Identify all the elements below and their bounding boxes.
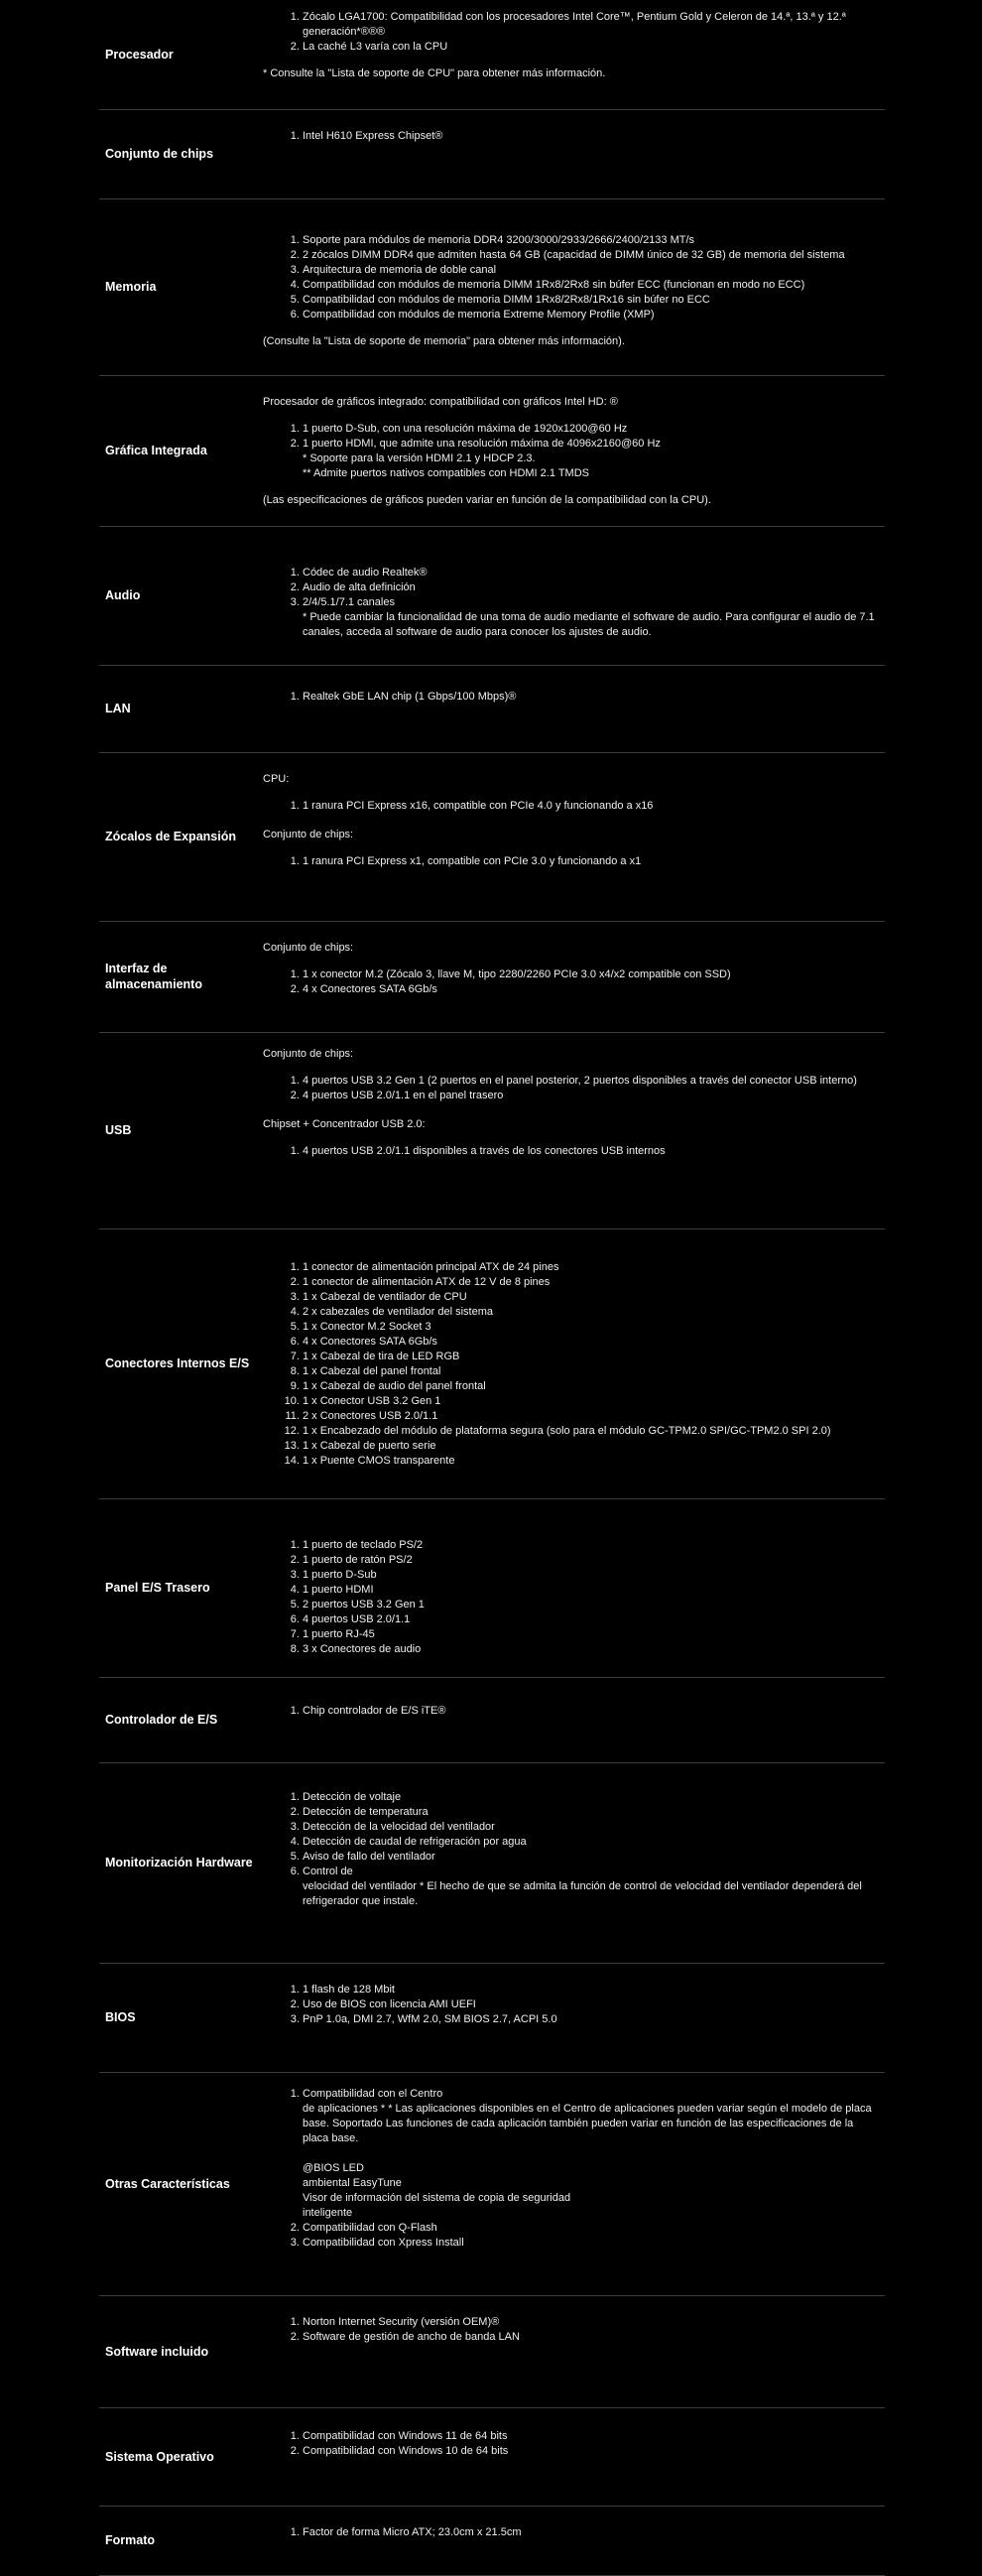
spec-row [99, 526, 885, 666]
spec-list-item: 3. PnP 1.0a, DMI 2.7, WfM 2.0, SM BIOS 2.7, ACPI 5.0 [303, 2012, 878, 2027]
spec-list-item: 2. Audio de alta definición [303, 580, 878, 595]
spec-list-item: 1. Compatibilidad con Windows 11 de 64 bits [303, 2429, 878, 2444]
spec-content [263, 233, 878, 349]
spec-list-item: 1. Soporte para módulos de memoria DDR4 3200/3000/2933/2666/2400/2133 MT/s [303, 233, 878, 248]
spec-content [263, 941, 878, 997]
spec-list-item: 3. 1 x Cabezal de ventilador de CPU [303, 1290, 878, 1305]
spec-list-item: 4. Compatibilidad con módulos de memoria DIMM 1Rx8/2Rx8 sin búfer ECC (funcionan en modo no ECC) [303, 278, 878, 293]
spec-list-item: 1. Factor de forma Micro ATX; 23.0cm x 21.5cm [303, 2525, 878, 2540]
spec-row [99, 2506, 885, 2576]
spec-label: Audio [105, 588, 141, 602]
spec-content [263, 2315, 878, 2345]
spec-list-item: 2. 2 zócalos DIMM DDR4 que admiten hasta 64 GB (capacidad de DIMM único de 32 GB) de memoria del sistema [303, 248, 878, 263]
spec-content [263, 772, 878, 869]
spec-content [263, 566, 878, 640]
spec-row [99, 2072, 885, 2296]
spec-row [99, 0, 885, 110]
spec-list-item: 2. Uso de BIOS con licencia AMI UEFI [303, 1997, 878, 2012]
spec-label: Procesador [105, 48, 174, 62]
spec-list [263, 1983, 878, 2027]
spec-list-item: 1. 1 puerto de teclado PS/2 [303, 1538, 878, 1553]
spec-list-item: 7. 1 x Cabezal de tira de LED RGB [303, 1350, 878, 1364]
spec-label: LAN [105, 702, 131, 715]
spec-row [99, 921, 885, 1033]
spec-list-item: 2. Compatibilidad con Q-Flash [303, 2221, 878, 2236]
spec-content [263, 1983, 878, 2027]
spec-list-item: 8. 1 x Cabezal del panel frontal [303, 1364, 878, 1379]
spec-label: USB [105, 1123, 132, 1137]
spec-list-item: 1. Zócalo LGA1700: Compatibilidad con los procesadores Intel Core™, Pentium Gold y Celeron de 14.ª, 13.ª y 12.ª generación*®®® [303, 10, 878, 40]
spec-content [263, 2087, 878, 2251]
spec-list-item: 5. 2 puertos USB 3.2 Gen 1 [303, 1598, 878, 1612]
spec-note: CPU: [263, 773, 290, 785]
spec-list [263, 233, 878, 322]
spec-list-item: 1. Chip controlador de E/S iTE® [303, 1704, 878, 1719]
spec-content [263, 2525, 878, 2540]
spec-list-item: 12. 1 x Encabezado del módulo de plataforma segura (solo para el módulo GC-TPM2.0 SPI/GC-TPM2.0 SPI 2.0) [303, 1424, 878, 1439]
spec-row [99, 1498, 885, 1678]
spec-list-item: 5. Compatibilidad con módulos de memoria DIMM 1Rx8/2Rx8/1Rx16 sin búfer no ECC [303, 293, 878, 308]
spec-list-item: 4. Detección de caudal de refrigeración por agua [303, 1835, 878, 1850]
spec-list-item: 6. Compatibilidad con módulos de memoria Extreme Memory Profile (XMP) [303, 308, 878, 322]
spec-row [99, 752, 885, 922]
spec-list-item: 3. Detección de la velocidad del ventilador [303, 1820, 878, 1835]
spec-label: Conectores Internos E/S [105, 1356, 250, 1370]
spec-list-item: 3. Arquitectura de memoria de doble canal [303, 263, 878, 278]
spec-list [263, 799, 878, 814]
spec-list [263, 1790, 878, 1909]
spec-list [263, 10, 878, 55]
spec-row [99, 1963, 885, 2073]
spec-list-item: 1. Norton Internet Security (versión OEM)® [303, 2315, 878, 2330]
spec-list [263, 422, 878, 481]
spec-list-item: 13. 1 x Cabezal de puerto serie [303, 1439, 878, 1454]
spec-row [99, 198, 885, 376]
spec-label: Software incluido [105, 2344, 209, 2359]
spec-list [263, 2525, 878, 2540]
spec-list-item: 1. 1 ranura PCI Express x16, compatible con PCIe 4.0 y funcionando a x16 [303, 799, 878, 814]
spec-row [99, 375, 885, 527]
spec-label: BIOS [105, 2010, 136, 2024]
spec-content [263, 1260, 878, 1469]
spec-note: (Las especificaciones de gráficos pueden variar en función de la compatibilidad con la CPU). [263, 494, 711, 506]
spec-list-item: 6. 4 x Conectores SATA 6Gb/s [303, 1335, 878, 1350]
spec-note: * Consulte la "Lista de soporte de CPU" para obtener más información. [263, 67, 606, 79]
spec-list [263, 1074, 878, 1103]
spec-content [263, 1790, 878, 1909]
spec-list-item: 8. 3 x Conectores de audio [303, 1642, 878, 1657]
spec-note: Chipset + Concentrador USB 2.0: [263, 1118, 426, 1130]
spec-label: Panel E/S Trasero [105, 1581, 210, 1595]
spec-note: Conjunto de chips: [263, 1048, 354, 1060]
spec-row [99, 665, 885, 753]
spec-label: Gráfica Integrada [105, 444, 207, 457]
spec-list-item: 1. Intel H610 Express Chipset® [303, 129, 878, 144]
spec-row [99, 2407, 885, 2507]
spec-label: Monitorización Hardware [105, 1856, 253, 1869]
spec-list [263, 1144, 878, 1159]
spec-list-item: 4. 1 puerto HDMI [303, 1583, 878, 1598]
spec-note: Conjunto de chips: [263, 942, 354, 954]
spec-list [263, 1260, 878, 1469]
spec-label: Conjunto de chips [105, 147, 214, 161]
spec-list [263, 2315, 878, 2345]
spec-list-item: 7. 1 puerto RJ-45 [303, 1627, 878, 1642]
spec-content [263, 1538, 878, 1657]
spec-list-item: 1. Códec de audio Realtek® [303, 566, 878, 580]
spec-list-item: 2. 1 puerto HDMI, que admite una resolución máxima de 4096x2160@60 Hz * Soporte para la versión HDMI 2.1 y HDCP 2.3. ** Admite puertos nativos compatibles con HDMI 2.1 TMDS [303, 437, 878, 481]
spec-list-item: 3. 1 puerto D-Sub [303, 1568, 878, 1583]
spec-content [263, 1047, 878, 1159]
spec-label: Zócalos de Expansión [105, 830, 236, 843]
spec-row [99, 2295, 885, 2408]
spec-list-item: 2. La caché L3 varía con la CPU [303, 40, 878, 55]
spec-content [263, 2429, 878, 2459]
spec-list-item: 6. 4 puertos USB 2.0/1.1 [303, 1612, 878, 1627]
spec-list [263, 854, 878, 869]
spec-note: (Consulte la "Lista de soporte de memoria" para obtener más información). [263, 335, 625, 347]
spec-row [99, 1762, 885, 1964]
spec-note: Conjunto de chips: [263, 829, 354, 840]
spec-list-item: 2. 4 x Conectores SATA 6Gb/s [303, 982, 878, 997]
spec-list-item: 4. 2 x cabezales de ventilador del sistema [303, 1305, 878, 1320]
spec-list-item: 2. Compatibilidad con Windows 10 de 64 bits [303, 2444, 878, 2459]
spec-list-item: 3. 2/4/5.1/7.1 canales * Puede cambiar la funcionalidad de una toma de audio mediante el software de audio. Para configurar el audio de 7.1 canales, acceda al software de audio para conocer los ajustes de audio. [303, 595, 878, 640]
spec-list-item: 1. Compatibilidad con el Centro de aplicaciones * * Las aplicaciones disponibles en el Centro de aplicaciones pueden variar según el modelo de placa base. Soportado Las funciones de cada aplicación también pueden variar en función de las especificaciones de la placa base. @BIOS LED ambiental EasyTune Visor de información del sistema de copia de seguridad inteligente [303, 2087, 878, 2221]
spec-list-item: 1. Detección de voltaje [303, 1790, 878, 1805]
spec-label: Memoria [105, 280, 157, 294]
spec-row [99, 1228, 885, 1499]
spec-row [99, 1032, 885, 1229]
spec-list-item: 2. 4 puertos USB 2.0/1.1 en el panel trasero [303, 1089, 878, 1103]
spec-content [263, 395, 878, 508]
spec-content [263, 1704, 878, 1719]
spec-list-item: 1. Realtek GbE LAN chip (1 Gbps/100 Mbps)® [303, 690, 878, 705]
spec-list-item: 1. 1 ranura PCI Express x1, compatible con PCIe 3.0 y funcionando a x1 [303, 854, 878, 869]
spec-list-item: 2. Software de gestión de ancho de banda LAN [303, 2330, 878, 2345]
spec-row [99, 1677, 885, 1763]
spec-note: Procesador de gráficos integrado: compatibilidad con gráficos Intel HD: ® [263, 396, 618, 408]
spec-list-item: 11. 2 x Conectores USB 2.0/1.1 [303, 1409, 878, 1424]
spec-list-item: 5. 1 x Conector M.2 Socket 3 [303, 1320, 878, 1335]
spec-label: Controlador de E/S [105, 1713, 218, 1727]
spec-row [99, 109, 885, 199]
spec-list-item: 1. 4 puertos USB 3.2 Gen 1 (2 puertos en el panel posterior, 2 puertos disponibles a través del conector USB interno) [303, 1074, 878, 1089]
spec-list [263, 2087, 878, 2251]
spec-list-item: 2. 1 puerto de ratón PS/2 [303, 1553, 878, 1568]
spec-label: Formato [105, 2533, 155, 2547]
spec-list-item: 2. 1 conector de alimentación ATX de 12 V de 8 pines [303, 1275, 878, 1290]
spec-content [263, 690, 878, 705]
spec-list [263, 566, 878, 640]
spec-list-item: 1. 4 puertos USB 2.0/1.1 disponibles a través de los conectores USB internos [303, 1144, 878, 1159]
spec-label: Otras Características [105, 2176, 230, 2191]
spec-label: Interfaz de almacenamiento [105, 962, 202, 991]
spec-content [263, 10, 878, 81]
spec-list-item: 6. Control de velocidad del ventilador * El hecho de que se admita la función de control de velocidad del ventilador dependerá del refrigerador que instale. [303, 1865, 878, 1909]
spec-list-item: 1. 1 puerto D-Sub, con una resolución máxima de 1920x1200@60 Hz [303, 422, 878, 437]
spec-label: Sistema Operativo [105, 2449, 214, 2464]
spec-content [263, 129, 878, 144]
spec-list-item: 3. Compatibilidad con Xpress Install [303, 2236, 878, 2251]
spec-list-item: 9. 1 x Cabezal de audio del panel frontal [303, 1379, 878, 1394]
spec-list-item: 1. 1 conector de alimentación principal ATX de 24 pines [303, 1260, 878, 1275]
spec-list-item: 5. Aviso de fallo del ventilador [303, 1850, 878, 1865]
spec-list [263, 967, 878, 997]
spec-list-item: 1. 1 flash de 128 Mbit [303, 1983, 878, 1997]
spec-list [263, 690, 878, 705]
spec-list [263, 1704, 878, 1719]
spec-list [263, 2429, 878, 2459]
spec-list-item: 10. 1 x Conector USB 3.2 Gen 1 [303, 1394, 878, 1409]
spec-list-item: 14. 1 x Puente CMOS transparente [303, 1454, 878, 1469]
spec-list-item: 1. 1 x conector M.2 (Zócalo 3, llave M, tipo 2280/2260 PCIe 3.0 x4/x2 compatible con SSD) [303, 967, 878, 982]
spec-list [263, 129, 878, 144]
spec-list-item: 2. Detección de temperatura [303, 1805, 878, 1820]
spec-list [263, 1538, 878, 1657]
